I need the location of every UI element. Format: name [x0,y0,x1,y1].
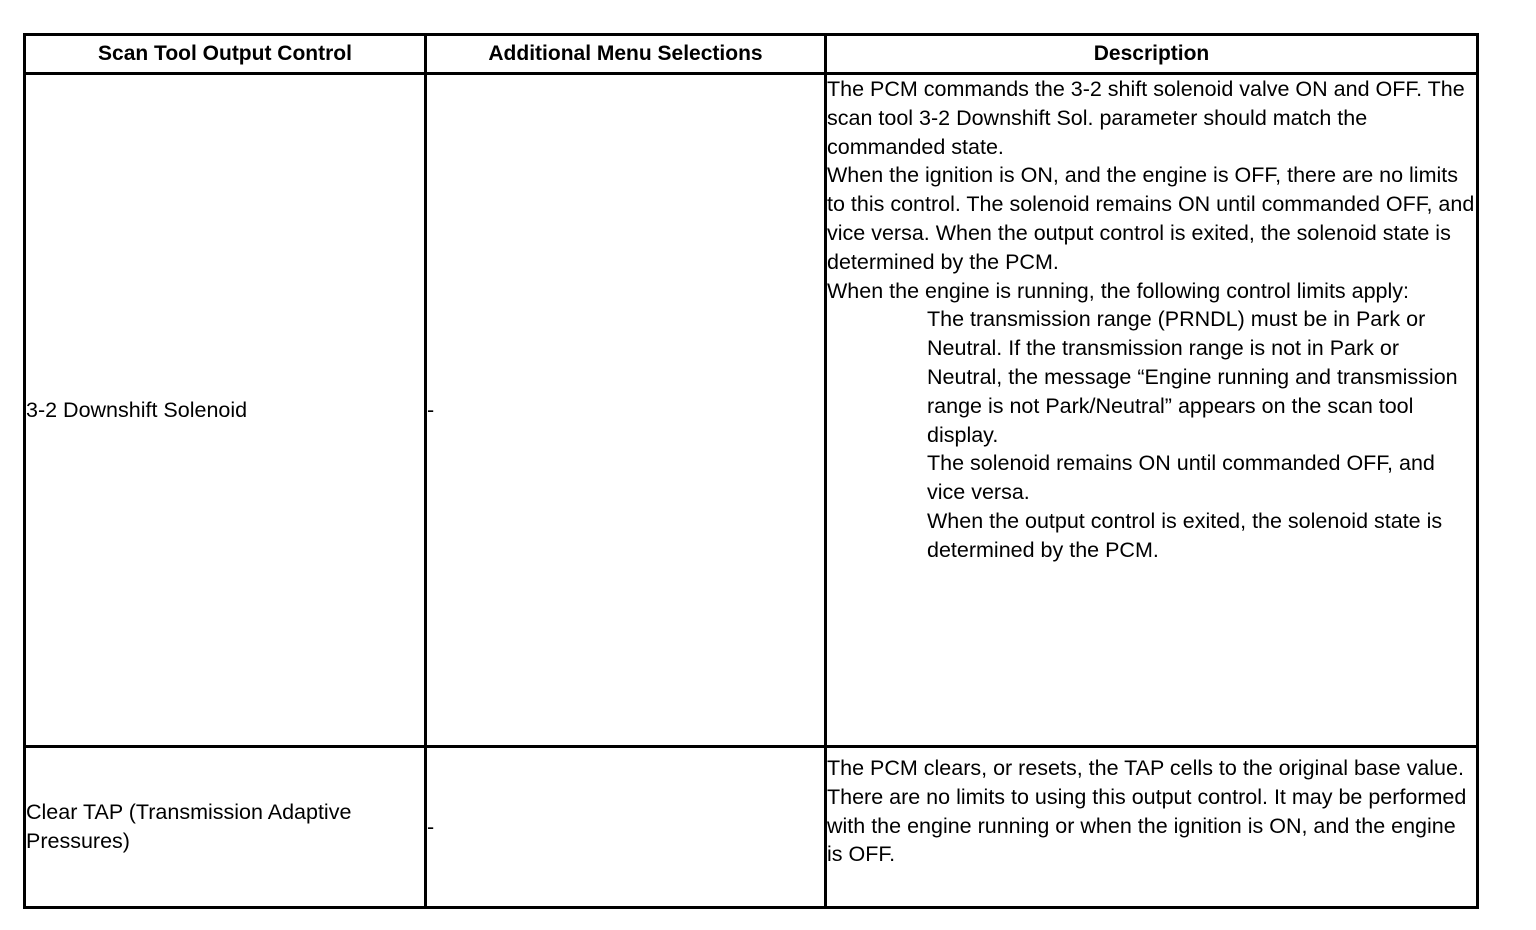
output-control-table [23,33,1479,909]
description-cell [826,747,1478,908]
header-additional-menu-selections: Additional Menu Selections [426,35,826,74]
table-row [25,747,1478,908]
control-name-cell: Clear TAP (Transmission Adaptive Pressures) [25,747,426,908]
description-paragraph: When the engine is running, the following control limits apply: [827,278,1410,303]
description-cell [826,74,1478,747]
description-paragraph: The PCM commands the 3-2 shift solenoid valve ON and OFF. The scan tool 3-2 Downshift Sol. parameter should match the commanded state. [827,77,1465,159]
menu-selection-cell: - [426,74,826,747]
description-limit-item: The transmission range (PRNDL) must be in Park or Neutral. If the transmission range is not in Park or Neutral, the message “Engine running and transmission range is not Park/Neutral” appears on the scan tool display. [927,307,1458,447]
description-paragraph: There are no limits to using this output control. It may be performed with the engine running or when the ignition is ON, and the engine is OFF. [827,784,1467,867]
header-description: Description [826,35,1478,74]
description-limit-item: When the output control is exited, the solenoid state is determined by the PCM. [927,508,1443,562]
header-scan-tool-output-control: Scan Tool Output Control [25,35,426,74]
menu-selection-cell: - [426,747,826,908]
table-header-row [25,35,1478,74]
description-limit-item: The solenoid remains ON until commanded OFF, and vice versa. [927,451,1435,505]
description-paragraph: The PCM clears, or resets, the TAP cells to the original base value. [827,756,1464,780]
description-paragraph: When the ignition is ON, and the engine is OFF, there are no limits to this control. The solenoid remains ON until commanded OFF, and vice versa. When the output control is exited, the solenoid state is determined by the PCM. [827,163,1475,274]
control-name-cell: 3-2 Downshift Solenoid [25,74,426,747]
table-row [25,74,1478,747]
